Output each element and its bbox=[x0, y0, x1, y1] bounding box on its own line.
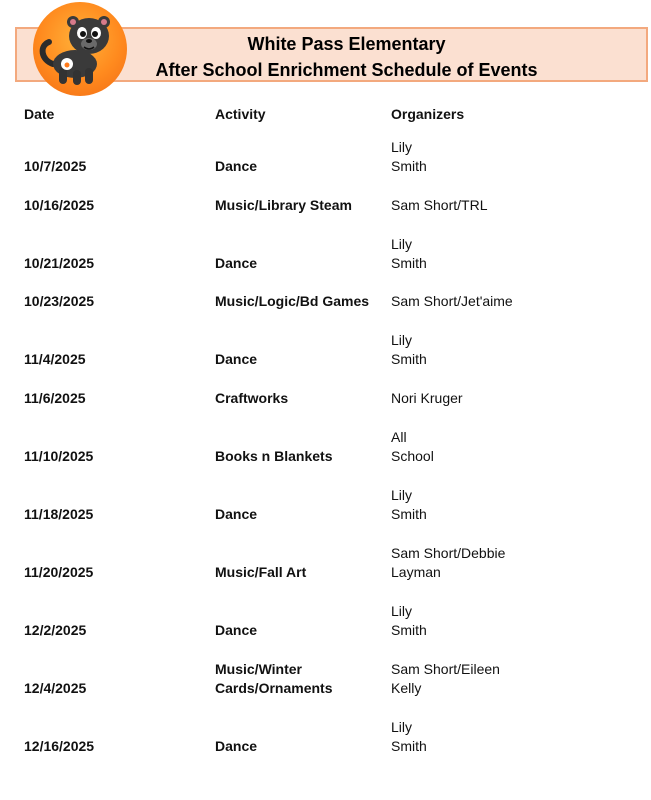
row-date: 10/21/2025 bbox=[24, 255, 95, 271]
row-date: 12/16/2025 bbox=[24, 738, 95, 754]
row-date: 12/4/2025 bbox=[24, 680, 87, 696]
row-activity: Music/Library Steam bbox=[215, 197, 352, 213]
row-organizer: Lily bbox=[391, 719, 413, 735]
row-activity: Dance bbox=[215, 158, 258, 174]
row-organizer: Sam Short/Jet'aime bbox=[391, 293, 513, 309]
row-activity: Dance bbox=[215, 622, 258, 638]
row-organizer: All bbox=[391, 429, 407, 445]
row-organizer: Layman bbox=[391, 564, 441, 580]
panther-mascot-logo bbox=[33, 2, 127, 96]
row-activity: Music/Fall Art bbox=[215, 564, 307, 580]
row-organizer: Sam Short/Eileen bbox=[391, 661, 500, 677]
row-organizer: Lily bbox=[391, 139, 413, 155]
row-date: 11/6/2025 bbox=[24, 390, 86, 406]
row-date: 12/2/2025 bbox=[24, 622, 87, 638]
row-date: 10/7/2025 bbox=[24, 158, 87, 174]
row-activity: Music/Logic/Bd Games bbox=[215, 293, 370, 309]
row-organizer: Nori Kruger bbox=[391, 390, 463, 406]
row-date: 11/20/2025 bbox=[24, 564, 94, 580]
row-organizer: Lily bbox=[391, 487, 413, 503]
row-organizer: Sam Short/Debbie bbox=[391, 545, 506, 561]
row-activity: Books n Blankets bbox=[215, 448, 333, 464]
row-activity: Dance bbox=[215, 351, 258, 367]
row-date: 11/10/2025 bbox=[24, 448, 94, 464]
row-organizer: Smith bbox=[391, 622, 427, 638]
row-organizer: Smith bbox=[391, 351, 427, 367]
column-header-date: Date bbox=[24, 106, 55, 122]
column-header-activity: Activity bbox=[215, 106, 266, 122]
row-organizer: Lily bbox=[391, 603, 413, 619]
row-organizer: Smith bbox=[391, 506, 427, 522]
row-date: 10/23/2025 bbox=[24, 293, 95, 309]
school-name: White Pass Elementary bbox=[247, 34, 446, 54]
row-activity: Dance bbox=[215, 506, 258, 522]
row-organizer: Sam Short/TRL bbox=[391, 197, 488, 213]
row-organizer: School bbox=[391, 448, 434, 464]
column-header-organizers: Organizers bbox=[391, 106, 465, 122]
row-organizer: Kelly bbox=[391, 680, 422, 696]
row-date: 11/4/2025 bbox=[24, 351, 86, 367]
row-date: 11/18/2025 bbox=[24, 506, 94, 522]
row-organizer: Smith bbox=[391, 255, 427, 271]
row-date: 10/16/2025 bbox=[24, 197, 95, 213]
schedule-title: After School Enrichment Schedule of Events bbox=[155, 60, 538, 80]
row-activity: Dance bbox=[215, 738, 258, 754]
panther-icon bbox=[33, 2, 127, 96]
row-organizer: Smith bbox=[391, 738, 427, 754]
row-activity: Craftworks bbox=[215, 390, 289, 406]
row-activity: Cards/Ornaments bbox=[215, 680, 333, 696]
row-organizer: Smith bbox=[391, 158, 427, 174]
row-organizer: Lily bbox=[391, 332, 413, 348]
row-activity: Music/Winter bbox=[215, 661, 302, 677]
row-activity: Dance bbox=[215, 255, 258, 271]
row-organizer: Lily bbox=[391, 236, 413, 252]
